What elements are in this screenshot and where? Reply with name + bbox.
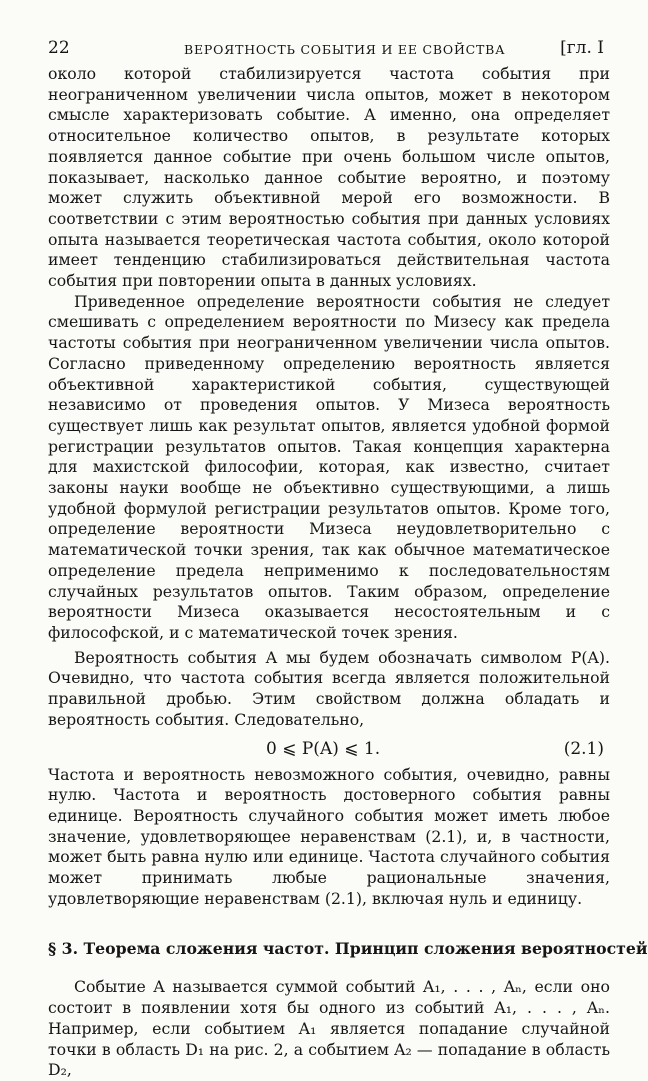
paragraph-impossible-certain: Частота и вероятность невозможного события, очевидно, равны нулю. Частота и вероятность достоверного события равны единице. Вероятность случайного события может иметь любое значение, удовлетворяющее неравенствам (2.1), и, в частности, может быть равна нулю или единице. Частота случайного события может принимать любые рациональные значения, удовлетворяющие неравенствам (2.1), включая нуль и единицу. — [48, 764, 610, 908]
book-page — [48, 34, 648, 1081]
paragraph-probability-definition: около которой стабилизируется частота события при неограниченном увеличении числа опытов, может в некотором смысле характеризовать событие. А именно, она определяет относительное количество опытов, в результате которых появляется данное событие при очень большом числе опытов, показывает, насколько данное событие вероятно, и поэтому может служить объективной мерой его возможности. В соответствии с этим вероятностью события при данных условиях опыта называется теоретическая частота события, около которой имеет тенденцию стабилизироваться действительная частота события при повторении опыта в данных условиях. — [48, 64, 610, 291]
section-heading: § 3. Теорема сложения частот. Принцип сложения вероятностей — [48, 939, 648, 959]
paragraph-mises-critique: Приведенное определение вероятности события не следует смешивать с определением вероятности по Мизесу как предела частоты события при неограниченном увеличении числа опытов. Согласно приведенному определению вероятность является объективной характеристикой события, существующей независимо от проведения опытов. У Мизеса вероятность существует лишь как результат опытов, является удобной формой регистрации результатов опытов. Такая концепция характерна для махистской философии, которая, как известно, считает законы науки вообще не объективно существующими, а лишь удобной формулой регистрации результатов опытов. Кроме того, определение вероятности Мизеса неудовлетворительно с математической точки зрения, так как обычное математическое определение предела неприменимо к последовательностям случайных результатов опытов. Таким образом, определение вероятности Мизеса оказывается несостоятельным и с философской, и с математической точек зрения. — [48, 291, 610, 642]
equation-formula: 0 ⩽ P(A) ⩽ 1. — [266, 738, 381, 759]
paragraph-sum-of-events: Событие A называется суммой событий A₁, . . . , Aₙ, если оно состоит в появлении хотя бы одного из событий A₁, . . . , Aₙ. Например, если событием A₁ является попадание случайной точки в область D₁ на рис. 2, а событием A₂ — попадание в область D₂, — [48, 977, 610, 1080]
page-number: 22 — [48, 38, 70, 58]
chapter-label: [гл. I — [560, 38, 604, 58]
equation-number: (2.1) — [563, 738, 604, 759]
page-header — [48, 34, 610, 64]
equation-2-1 — [48, 731, 610, 765]
running-title: ВЕРОЯТНОСТЬ СОБЫТИЯ И ЕЕ СВОЙСТВА — [184, 42, 506, 57]
paragraph-notation: Вероятность события A мы будем обозначать символом P(A). Очевидно, что частота события всегда является положительной правильной дробью. Этим свойством должна обладать и вероятность события. Следовательно, — [48, 647, 610, 729]
